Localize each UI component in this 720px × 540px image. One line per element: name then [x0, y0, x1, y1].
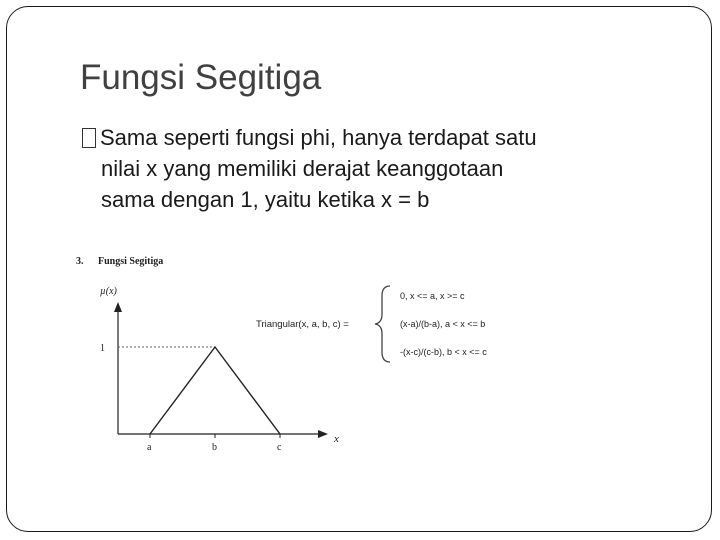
- bullet-line-3: sama dengan 1, yaitu ketika x = b: [101, 187, 430, 212]
- y-tick-label-1: 1: [100, 343, 105, 354]
- formula-lhs: Triangular(x, a, b, c) =: [256, 319, 349, 330]
- x-axis-arrow-icon: [318, 430, 328, 438]
- x-tick-label-b: b: [212, 442, 217, 453]
- slide-title: Fungsi Segitiga: [80, 58, 322, 97]
- figure-heading-text: Fungsi Segitiga: [98, 256, 164, 267]
- case-line-3: -(x-c)/(c-b), b < x <= c: [400, 347, 487, 357]
- bullet-line: [82, 122, 682, 153]
- y-axis-arrow-icon: [114, 302, 122, 312]
- bullet-text-block: [82, 122, 682, 215]
- x-tick-label-a: a: [147, 442, 152, 453]
- triangle-curve: [150, 347, 280, 434]
- triangular-function-figure: [70, 248, 540, 470]
- figure-heading-number: 3.: [76, 256, 84, 267]
- figure-svg: [70, 248, 540, 470]
- cases-brace-icon: [375, 286, 390, 362]
- bullet-line-1: Sama seperti fungsi phi, hanya terdapat satu: [100, 125, 537, 150]
- x-axis-label: x: [334, 433, 339, 445]
- case-line-1: 0, x <= a, x >= c: [400, 291, 465, 301]
- bullet-line-2: nilai x yang memiliki derajat keanggotaan: [101, 156, 504, 181]
- checkbox-bullet-icon: [82, 128, 96, 148]
- case-line-2: (x-a)/(b-a), a < x <= b: [400, 319, 486, 329]
- x-tick-label-c: c: [277, 442, 282, 453]
- y-axis-label: µ(x): [100, 286, 117, 297]
